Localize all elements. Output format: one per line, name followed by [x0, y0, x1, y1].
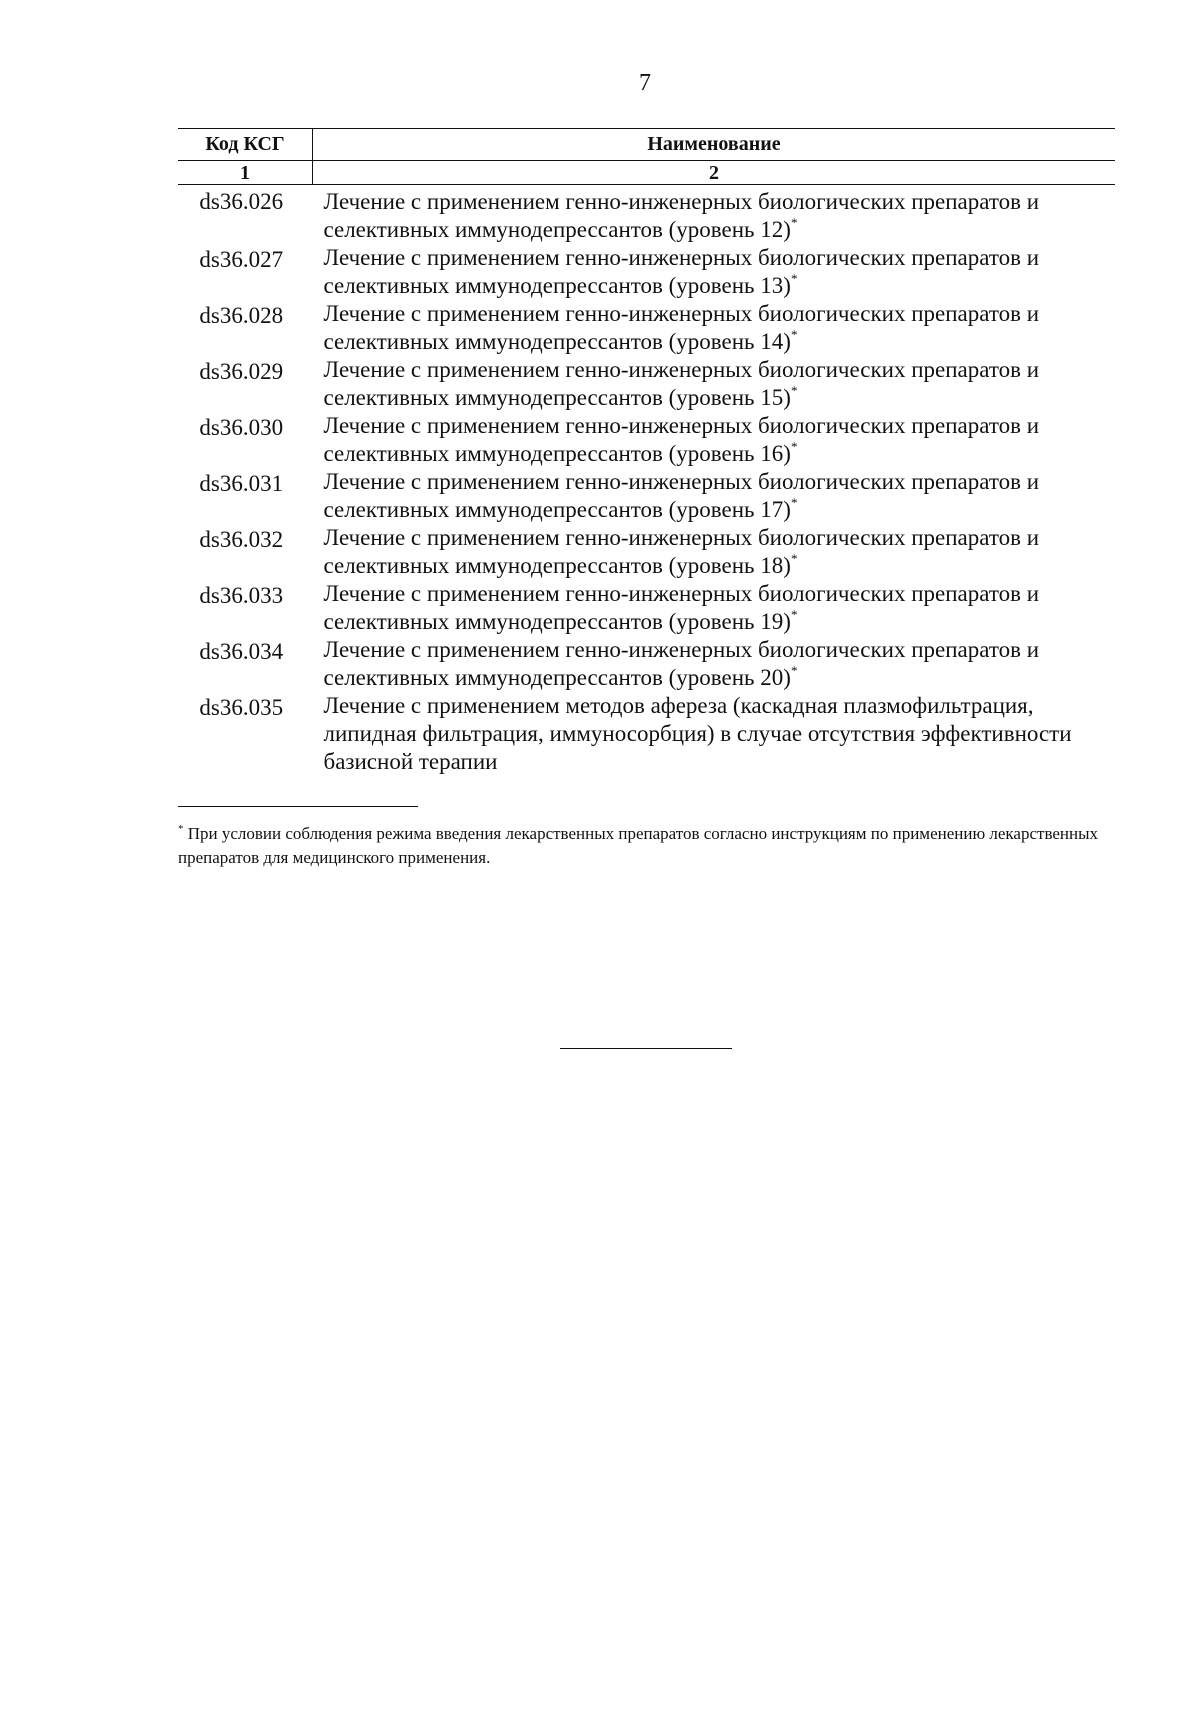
ksg-name-cell	[313, 468, 1116, 524]
footnote-divider	[178, 806, 418, 807]
ksg-name: Лечение с применением методов афереза (каскадная плазмофильтрация, липидная фильтрация, иммуносорбция) в случае отсутствия эффективности базисной терапии	[323, 693, 1072, 774]
ksg-table	[178, 128, 1115, 776]
table-row	[178, 300, 1115, 356]
ksg-code: ds36.033	[199, 583, 284, 608]
ksg-name: Лечение с применением генно-инженерных биологических препаратов и селективных иммунодепрессантов (уровень 13)	[323, 245, 1040, 298]
ksg-name-cell	[313, 244, 1116, 300]
footnote-reference-mark: *	[790, 607, 798, 622]
footnote-reference-mark: *	[790, 551, 798, 566]
table-row	[178, 524, 1115, 580]
table-row	[178, 412, 1115, 468]
table-row	[178, 692, 1115, 776]
table-row	[178, 636, 1115, 692]
column-number-name: 2	[313, 161, 1116, 185]
end-of-document-line	[560, 1048, 732, 1049]
footnote-reference-mark: *	[790, 327, 798, 342]
ksg-name-cell	[313, 300, 1116, 356]
ksg-code: ds36.035	[199, 695, 284, 720]
ksg-name-cell	[313, 412, 1116, 468]
ksg-name: Лечение с применением генно-инженерных биологических препаратов и селективных иммунодепрессантов (уровень 17)	[323, 469, 1040, 522]
ksg-name: Лечение с применением генно-инженерных биологических препаратов и селективных иммунодепрессантов (уровень 20)	[323, 637, 1040, 690]
table-row	[178, 468, 1115, 524]
column-number-code: 1	[178, 161, 313, 185]
table-row	[178, 244, 1115, 300]
ksg-name-cell	[313, 185, 1116, 245]
table-body	[178, 185, 1115, 777]
ksg-name: Лечение с применением генно-инженерных биологических препаратов и селективных иммунодепрессантов (уровень 14)	[323, 301, 1040, 354]
ksg-name: Лечение с применением генно-инженерных биологических препаратов и селективных иммунодепрессантов (уровень 12)	[323, 189, 1040, 242]
ksg-name: Лечение с применением генно-инженерных биологических препаратов и селективных иммунодепрессантов (уровень 15)	[323, 357, 1040, 410]
ksg-name-cell	[313, 356, 1116, 412]
footnote-reference-mark: *	[790, 495, 798, 510]
table-row	[178, 580, 1115, 636]
footnote-reference-mark: *	[790, 215, 798, 230]
ksg-name-cell	[313, 524, 1116, 580]
table-row	[178, 356, 1115, 412]
table-row	[178, 185, 1115, 245]
ksg-name: Лечение с применением генно-инженерных биологических препаратов и селективных иммунодепрессантов (уровень 16)	[323, 413, 1040, 466]
ksg-name-cell	[313, 580, 1116, 636]
ksg-code: ds36.027	[199, 247, 284, 272]
footnote-reference-mark: *	[790, 439, 798, 454]
column-number-row	[178, 161, 1115, 185]
footnote	[178, 822, 1118, 870]
header-code: Код КСГ	[178, 129, 313, 161]
ksg-code: ds36.029	[199, 359, 284, 384]
ksg-code: ds36.034	[199, 639, 284, 664]
ksg-name-cell	[313, 692, 1116, 776]
ksg-code: ds36.030	[199, 415, 284, 440]
ksg-name: Лечение с применением генно-инженерных биологических препаратов и селективных иммунодепрессантов (уровень 19)	[323, 581, 1040, 634]
table-header-row	[178, 129, 1115, 161]
ksg-name: Лечение с применением генно-инженерных биологических препаратов и селективных иммунодепрессантов (уровень 18)	[323, 525, 1040, 578]
ksg-code: ds36.026	[199, 189, 284, 214]
footnote-mark: *	[178, 823, 184, 835]
ksg-code: ds36.028	[199, 303, 284, 328]
page-number: 7	[639, 70, 651, 96]
ksg-name-cell	[313, 636, 1116, 692]
header-name: Наименование	[313, 129, 1116, 161]
footnote-reference-mark: *	[790, 663, 798, 678]
footnote-reference-mark: *	[790, 383, 798, 398]
ksg-code: ds36.032	[199, 527, 284, 552]
footnote-reference-mark: *	[790, 271, 798, 286]
ksg-code: ds36.031	[199, 471, 284, 496]
footnote-text: При условии соблюдения режима введения лекарственных препаратов согласно инструкциям по применению лекарственных препаратов для медицинского применения.	[178, 824, 1099, 867]
